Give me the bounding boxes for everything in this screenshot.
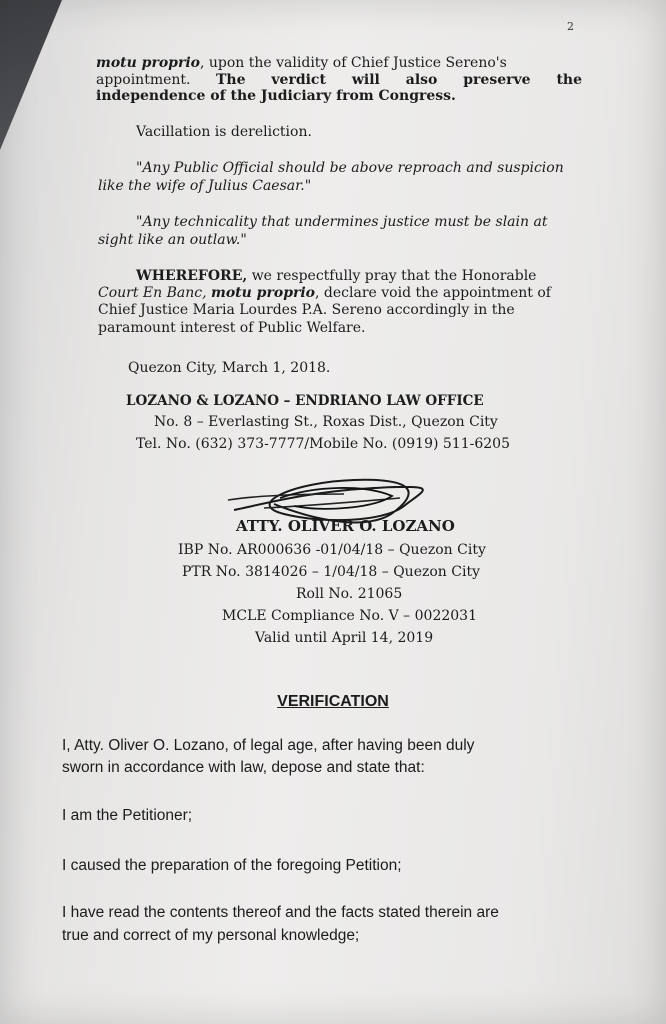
wherefore-line1-text: we respectfully pray that the Honorable (247, 268, 537, 284)
verification-p1-line2: sworn in accordance with law, depose and state that: (62, 759, 425, 776)
firm-address: No. 8 – Everlasting St., Roxas Dist., Quezon City (154, 414, 498, 430)
wherefore-motu-proprio: motu proprio (211, 285, 316, 301)
place-date: Quezon City, March 1, 2018. (128, 360, 331, 376)
quote2-line2: sight like an outlaw." (98, 232, 247, 248)
para1-line3: independence of the Judiciary from Congress. (96, 88, 456, 104)
para1-line1-text: , upon the validity of Chief Justice Sereno's (200, 55, 507, 71)
quote1-line1: "Any Public Official should be above reproach and suspicion (136, 160, 564, 176)
verification-p3: I caused the preparation of the foregoing Petition; (62, 857, 402, 874)
wherefore-line4: paramount interest of Public Welfare. (98, 320, 366, 336)
page-number: 2 (567, 20, 574, 33)
verification-title: VERIFICATION (277, 693, 389, 710)
wherefore-line2 (98, 285, 551, 301)
attorney-mcle: MCLE Compliance No. V – 0022031 (222, 608, 477, 624)
quote1-line2: like the wife of Julius Caesar." (98, 178, 312, 194)
verification-p2: I am the Petitioner; (62, 807, 193, 824)
attorney-valid: Valid until April 14, 2019 (255, 630, 434, 646)
wherefore-line1 (136, 268, 536, 284)
firm-name: LOZANO & LOZANO – ENDRIANO LAW OFFICE (126, 393, 484, 409)
motu-proprio-text: motu proprio (96, 55, 200, 71)
attorney-roll: Roll No. 21065 (296, 586, 403, 602)
verification-p4-line2: true and correct of my personal knowledge; (62, 927, 360, 944)
wherefore-line2-text: , declare void the appointment of (315, 285, 551, 301)
attorney-ptr: PTR No. 3814026 – 1/04/18 – Quezon City (182, 564, 480, 580)
appointment-text: appointment. (96, 72, 191, 88)
wherefore-line3: Chief Justice Maria Lourdes P.A. Sereno accordingly in the (98, 302, 515, 318)
attorney-ibp: IBP No. AR000636 -01/04/18 – Quezon City (178, 542, 486, 558)
verification-p1-line1: I, Atty. Oliver O. Lozano, of legal age, after having been duly (62, 737, 475, 754)
verification-p4-line1: I have read the contents thereof and the facts stated therein are (62, 904, 499, 921)
para1-line2 (96, 72, 582, 88)
attorney-name: ATTY. OLIVER O. LOZANO (236, 517, 455, 535)
para2: Vacillation is dereliction. (136, 124, 312, 140)
quote2-line1: "Any technicality that undermines justice must be slain at (136, 214, 548, 230)
en-banc-text: Court En Banc, (98, 285, 212, 301)
verdict-text: The verdict will also preserve the (215, 72, 583, 88)
wherefore-bold: WHEREFORE, (136, 268, 248, 284)
firm-telephone: Tel. No. (632) 373-7777/Mobile No. (0919) 511-6205 (136, 436, 510, 452)
para1-line1 (96, 55, 582, 71)
